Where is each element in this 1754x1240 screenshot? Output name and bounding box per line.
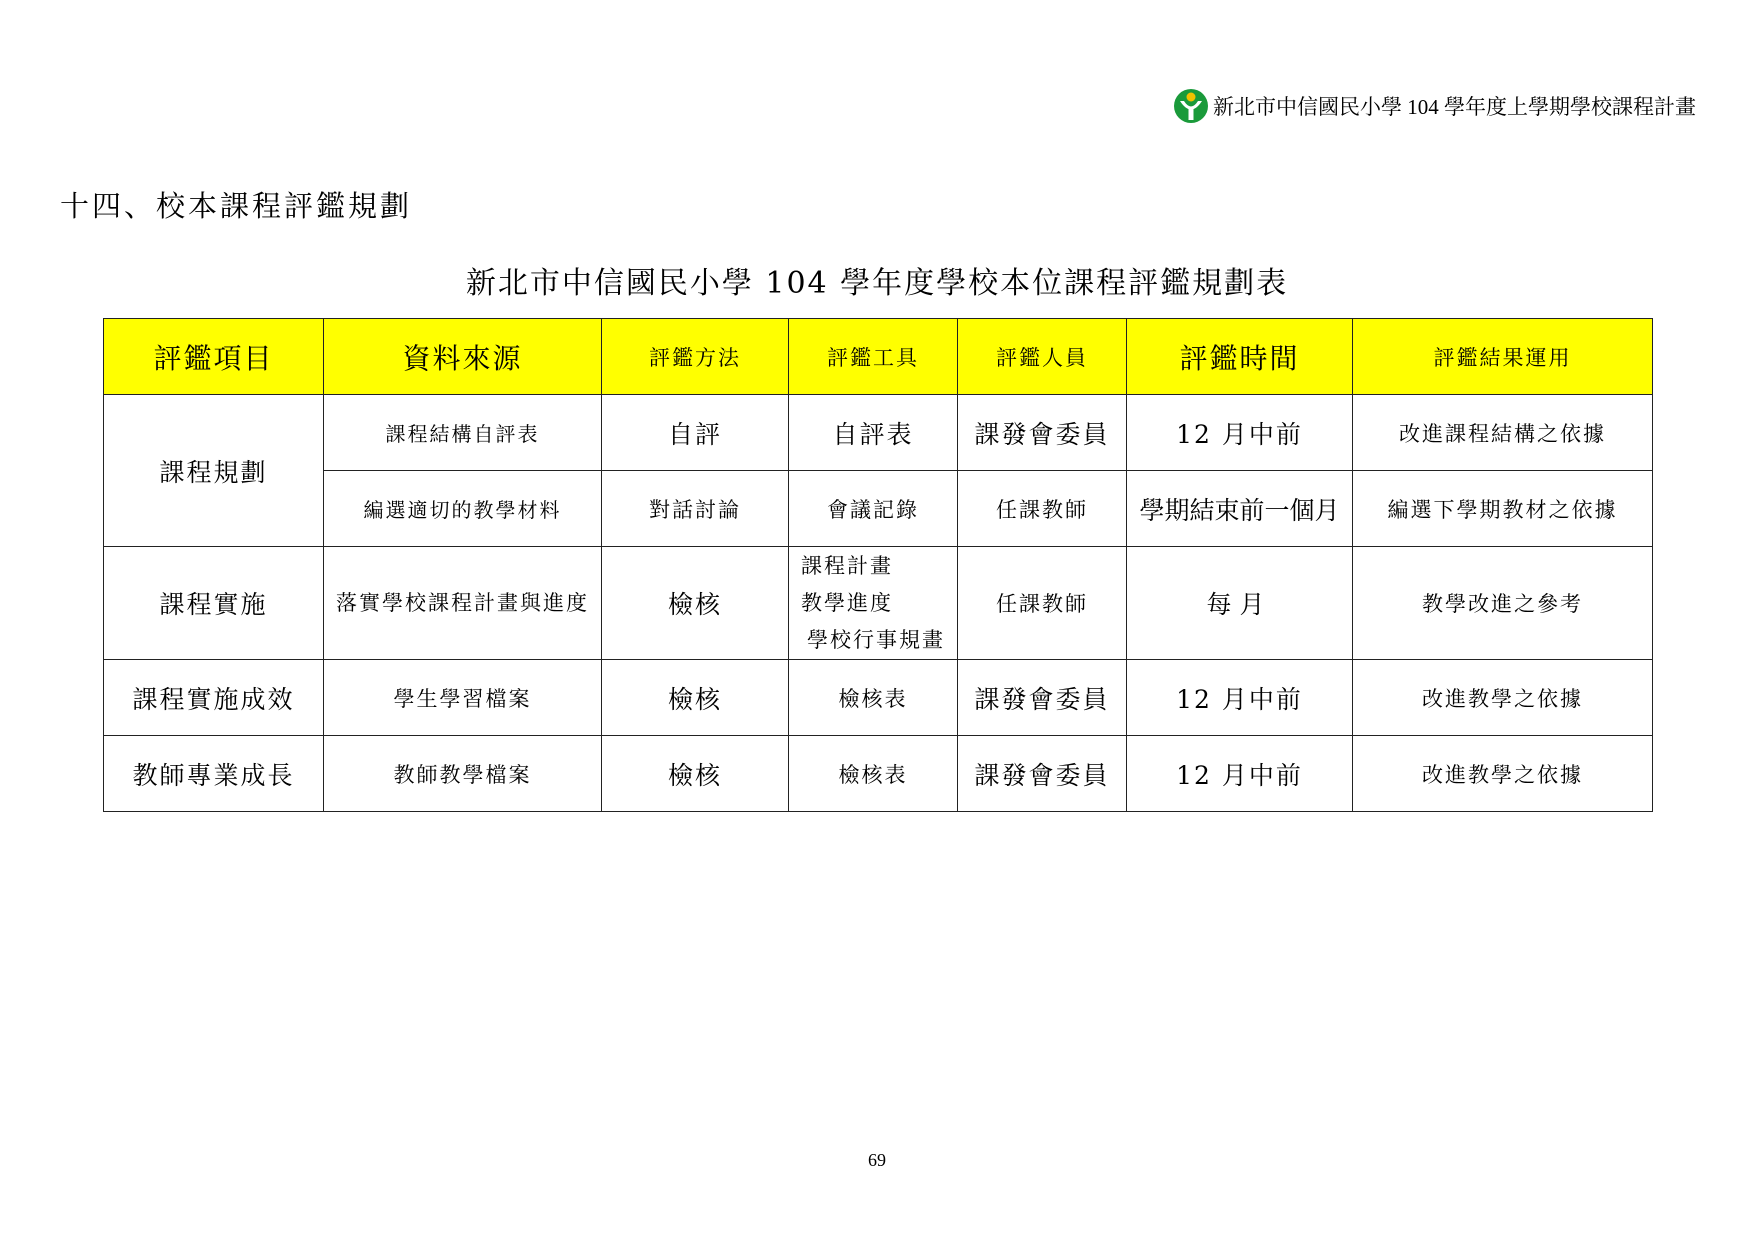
cell-source: 教師教學檔案 — [324, 736, 602, 812]
cell-source: 課程結構自評表 — [324, 395, 602, 471]
cell-tool: 檢核表 — [789, 660, 958, 736]
column-header-tool: 評鑑工具 — [789, 319, 958, 395]
cell-tool: 會議記錄 — [789, 471, 958, 547]
cell-staff: 課發會委員 — [958, 736, 1127, 812]
cell-item: 課程實施 — [104, 547, 324, 660]
tool-item: 教學進度 — [801, 590, 893, 615]
cell-staff: 任課教師 — [958, 547, 1127, 660]
column-header-method: 評鑑方法 — [602, 319, 789, 395]
section-heading: 十四、校本課程評鑑規劃 — [60, 189, 413, 223]
cell-source: 編選適切的教學材料 — [324, 471, 602, 547]
table-row — [104, 471, 1653, 547]
cell-method: 檢核 — [602, 660, 789, 736]
column-header-item: 評鑑項目 — [104, 319, 324, 395]
cell-source: 學生學習檔案 — [324, 660, 602, 736]
table-row — [104, 395, 1653, 471]
column-header-time: 評鑑時間 — [1127, 319, 1353, 395]
cell-time: 12 月中前 — [1127, 660, 1353, 736]
cell-staff: 課發會委員 — [958, 395, 1127, 471]
cell-staff: 課發會委員 — [958, 660, 1127, 736]
tool-item: 課程計畫 — [801, 553, 893, 578]
table-row — [104, 660, 1653, 736]
page-number: 69 — [868, 1150, 886, 1170]
column-header-staff: 評鑑人員 — [958, 319, 1127, 395]
running-title: 新北市中信國民小學 104 學年度上學期學校課程計畫 — [1213, 95, 1696, 119]
cell-tool: 自評表 — [789, 395, 958, 471]
cell-use: 改進教學之依據 — [1353, 736, 1653, 812]
cell-time: 每月 — [1127, 547, 1353, 660]
table-title: 新北市中信國民小學 104 學年度學校本位課程評鑑規劃表 — [465, 266, 1289, 301]
table-header-row — [104, 319, 1653, 395]
running-header — [1173, 88, 1696, 124]
evaluation-plan-table — [103, 318, 1653, 812]
table-row — [104, 547, 1653, 660]
cell-item: 教師專業成長 — [104, 736, 324, 812]
cell-time: 12 月中前 — [1127, 395, 1353, 471]
cell-time: 學期結束前一個月 — [1127, 471, 1353, 547]
cell-tools — [789, 547, 958, 660]
cell-staff: 任課教師 — [958, 471, 1127, 547]
column-header-source: 資料來源 — [324, 319, 602, 395]
cell-use: 編選下學期教材之依據 — [1353, 471, 1653, 547]
cell-method: 檢核 — [602, 736, 789, 812]
cell-use: 教學改進之參考 — [1353, 547, 1653, 660]
cell-method: 對話討論 — [602, 471, 789, 547]
cell-method: 自評 — [602, 395, 789, 471]
tool-item: 學校行事規畫 — [807, 627, 945, 652]
cell-source: 落實學校課程計畫與進度 — [324, 547, 602, 660]
school-logo-icon — [1173, 88, 1209, 124]
cell-item: 課程實施成效 — [104, 660, 324, 736]
cell-tool: 檢核表 — [789, 736, 958, 812]
cell-method: 檢核 — [602, 547, 789, 660]
cell-item: 課程規劃 — [104, 395, 324, 547]
cell-use: 改進課程結構之依據 — [1353, 395, 1653, 471]
cell-time: 12 月中前 — [1127, 736, 1353, 812]
table-row — [104, 736, 1653, 812]
column-header-use: 評鑑結果運用 — [1353, 319, 1653, 395]
cell-use: 改進教學之依據 — [1353, 660, 1653, 736]
tools-list — [801, 548, 945, 659]
